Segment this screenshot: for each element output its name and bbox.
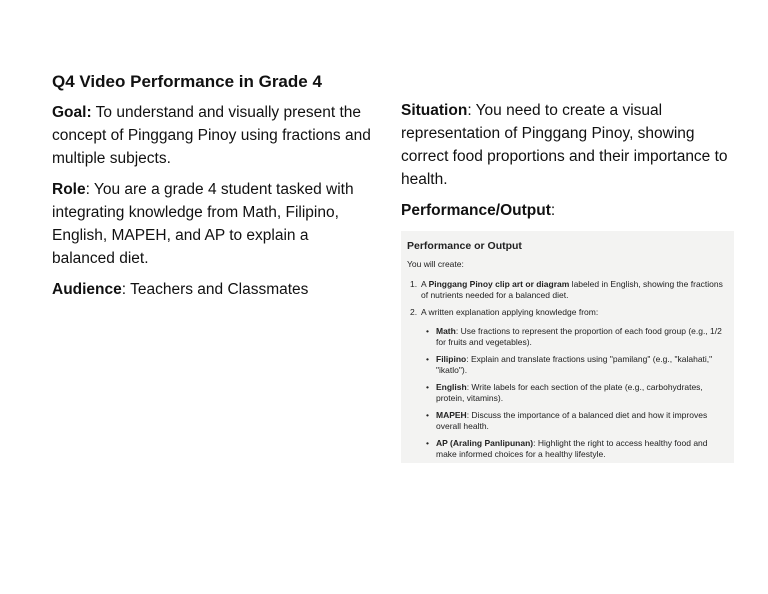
subject-text: : Highlight the right to access healthy food and make informed choices for a healthy lifestyle. [436, 438, 708, 459]
subject-label: MAPEH [436, 410, 467, 420]
performance-output-image [401, 231, 734, 463]
bullet-icon: • [426, 326, 429, 336]
subject-item [421, 410, 726, 432]
situation-label: Situation [401, 102, 468, 119]
item1-pre: A [421, 279, 429, 289]
list-number: 1. [410, 279, 418, 289]
performance-colon: : [550, 202, 556, 219]
right-column [401, 99, 737, 230]
list-item [407, 279, 726, 301]
output-list [407, 279, 726, 460]
situation-paragraph [401, 99, 737, 191]
goal-label: Goal: [52, 104, 92, 121]
goal-paragraph [52, 101, 372, 170]
bullet-icon: • [426, 438, 429, 448]
list-number: 2. [410, 307, 418, 317]
box-intro: You will create: [407, 259, 464, 269]
audience-label: Audience [52, 281, 122, 298]
subject-text: : Explain and translate fractions using "pamilang" (e.g., "kalahati," "ikatlo"). [436, 354, 713, 375]
role-text: : You are a grade 4 student tasked with integrating knowledge from Math, Filipino, English, MAPEH, and AP to explain a balanced diet. [52, 181, 354, 267]
item1-post: labeled in English, showing the fractions of nutrients needed for a balanced diet. [421, 279, 723, 300]
list-item [407, 307, 726, 460]
subject-list [421, 326, 726, 460]
item2-text: A written explanation applying knowledge from: [421, 307, 599, 317]
subject-text: : Write labels for each section of the plate (e.g., carbohydrates, protein, vitamins). [436, 382, 703, 403]
bullet-icon: • [426, 382, 429, 392]
goal-text: To understand and visually present the concept of Pinggang Pinoy using fractions and multiple subjects. [52, 104, 371, 167]
subject-label: AP (Araling Panlipunan) [436, 438, 534, 448]
audience-paragraph [52, 278, 372, 301]
audience-text: : Teachers and Classmates [121, 281, 309, 298]
subject-label: English [436, 382, 467, 392]
bullet-icon: • [426, 354, 429, 364]
situation-text: : You need to create a visual representation of Pinggang Pinoy, showing correct food proportions and their importance to health. [401, 102, 728, 188]
subject-label: Filipino [436, 354, 467, 364]
performance-label: Performance/Output [401, 202, 551, 219]
subject-item [421, 354, 726, 376]
bullet-icon: • [426, 410, 429, 420]
box-heading: Performance or Output [407, 240, 522, 252]
subject-item [421, 326, 726, 348]
role-label: Role [52, 181, 86, 198]
item1-bold: Pinggang Pinoy clip art or diagram [428, 279, 570, 289]
subject-text: : Discuss the importance of a balanced diet and how it improves overall health. [436, 410, 708, 431]
subject-item [421, 438, 726, 460]
page-title: Q4 Video Performance in Grade 4 [52, 72, 322, 91]
subject-label: Math [436, 326, 456, 336]
left-column [52, 101, 372, 309]
performance-paragraph [401, 199, 737, 222]
role-paragraph [52, 178, 372, 270]
subject-text: : Use fractions to represent the proportion of each food group (e.g., 1/2 for fruits and vegetables). [436, 326, 722, 347]
subject-item [421, 382, 726, 404]
